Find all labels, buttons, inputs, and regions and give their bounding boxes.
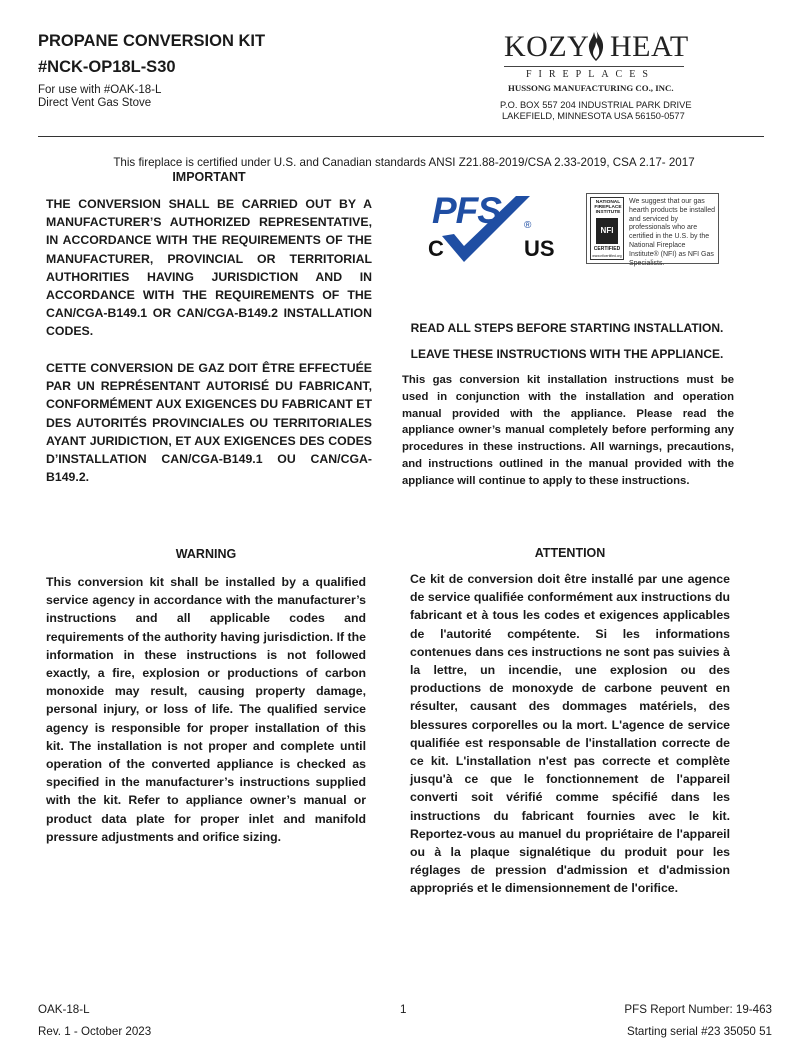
pfs-certification-logo — [412, 190, 562, 266]
page-number: 1 — [400, 1003, 407, 1016]
kit-number: #NCK-OP18L-S30 — [38, 58, 176, 76]
warning-heading: WARNING — [175, 547, 237, 561]
important-english: THE CONVERSION SHALL BE CARRIED OUT BY A MANUFACTURER’S AUTHORIZED REPRESENTATIVE, IN ACCORDANCE WITH THE REQUIREMENTS OF THE MANUFACTURER, PROVINCIAL OR TERRITORIAL AUTHORITIES HAVING JURISDICTION AND IN ACCORDANCE WITH THE REQUIREMENTS OF THE CAN/CGA-B149.1 OR CAN/CGA-B149.2 INSTALLATION CODES. — [46, 197, 372, 339]
important-heading: IMPORTANT — [172, 170, 246, 184]
read-all-steps: READ ALL STEPS BEFORE STARTING INSTALLATION. — [410, 321, 724, 335]
pfs-registered-mark: ® — [524, 220, 532, 231]
pfs-c-mark: C — [428, 236, 444, 261]
footer-serial: Starting serial #23 35050 51 — [626, 1025, 772, 1038]
company-address — [500, 100, 692, 122]
address-line-1: P.O. BOX 557 204 INDUSTRIAL PARK DRIVE — [500, 100, 692, 110]
kit-title: PROPANE CONVERSION KIT — [38, 32, 266, 50]
attention-body: Ce kit de conversion doit être installé par une agence de service qualifiée conformément aux instructions du fabricant et à tous les codes et exigences applicables de l'autorité compétente. Si les informations contenues dans ces instructions ne sont pas suivies à la lettre, un incendie, une explosion ou des productions de monoxyde de carbone peuvent en résulter, causant des dommages matériels, des blessures corporelles ou la mort. L'agence de service qualifiée est responsable de l'installation correcte de ce kit. L'installation n'est pas correcte et complète jusqu'à ce que le fonctionnement de l'appareil converti soit vérifié comme spécifié dans les instructions du fabricant fournies avec le kit. Reportez-vous au manuel du propriétaire de l'appareil ou à la plaque signalétique du produit pour les réglages de pression d'admission et d'admission appropriés et le dimensionnement de l'orifice. — [410, 572, 730, 896]
nfi-badge-mark: NFI — [596, 218, 618, 244]
logo-fireplaces-text: FIREPLACES — [526, 69, 655, 80]
logo-rule — [504, 66, 684, 67]
header-divider — [38, 136, 764, 137]
warning-body: This conversion kit shall be installed by a qualified service agency in accordance with the manufacturer’s instructions and all applicable codes and requirements of the authority having jurisdiction. If the information in these instructions is not followed exactly, a fire, explosion or productions of carbon monoxide may result, causing property damage, personal injury, or loss of life. The qualified service agency is responsible for proper installation of this kit. The installation is not proper and complete until operation of the converted appliance is checked as specified in the manufacturer’s instructions supplied with the kit. Refer to appliance owner’s manual or product data plate for proper inlet and manifold pressure adjustments and orifice sizing. — [46, 575, 366, 844]
nfi-badge-certified: CERTIFIED — [593, 246, 621, 252]
for-use-with: For use with #OAK-18-L — [38, 84, 162, 96]
attention-heading: ATTENTION — [534, 546, 606, 560]
instructions-body: This gas conversion kit installation instructions must be used in conjunction with the installation and operation manual provided with the appliance. Please read the appliance owner’s manual completely before performing any procedures in these instructions. All warnings, precautions, and instructions outlined in the manual provided with the appliance will continue to apply to these instructions. — [402, 374, 734, 487]
leave-instructions: LEAVE THESE INSTRUCTIONS WITH THE APPLIANCE. — [410, 347, 724, 361]
footer-pfs-report: PFS Report Number: 19-463 — [624, 1003, 772, 1016]
nfi-certification-logo — [586, 193, 719, 267]
pfs-us-mark: US — [524, 236, 555, 261]
nfi-statement: We suggest that our gas hearth products be installed and serviced by professionals who are certified in the U.S. by the National Fireplace Institute® (NFI) as NFI Gas Specialists. — [629, 198, 715, 267]
pfs-text: PFS — [432, 190, 501, 231]
kozy-heat-logo — [496, 26, 696, 96]
logo-heat-text: HEAT — [610, 30, 689, 63]
logo-kozy-text: KOZY — [504, 30, 590, 63]
nfi-badge — [590, 197, 624, 260]
nfi-badge-url: www.nficertified.org — [592, 254, 622, 258]
logo-company-text: HUSSONG MANUFACTURING CO., INC. — [508, 83, 674, 93]
address-line-2: LAKEFIELD, MINNESOTA USA 56150-0577 — [502, 111, 685, 121]
flame-icon — [584, 28, 608, 62]
important-french: CETTE CONVERSION DE GAZ DOIT ÊTRE EFFECTUÉE PAR UN REPRÉSENTANT AUTORISÉ DU FABRICANT, CONFORMÉMENT AUX EXIGENCES DU FABRICANT ET DES AUTORITÉS PROVINCIALES OU TERRITORIALES AYANT JURIDICTION, ET AUX EXIGENCES DES CODES D’INSTALLATION CAN/CGA-B149.1 OU CAN/CGA-B149.2. — [46, 361, 372, 485]
nfi-badge-name: NATIONAL FIREPLACE INSTITUTE — [594, 200, 622, 216]
footer-revision: Rev. 1 - October 2023 — [38, 1025, 152, 1038]
appliance-type: Direct Vent Gas Stove — [38, 97, 152, 109]
certification-statement: This fireplace is certified under U.S. and Canadian standards ANSI Z21.88-2019/CSA 2.33-2019, CSA 2.17- 2017 — [113, 156, 695, 169]
footer-model: OAK-18-L — [38, 1003, 90, 1016]
